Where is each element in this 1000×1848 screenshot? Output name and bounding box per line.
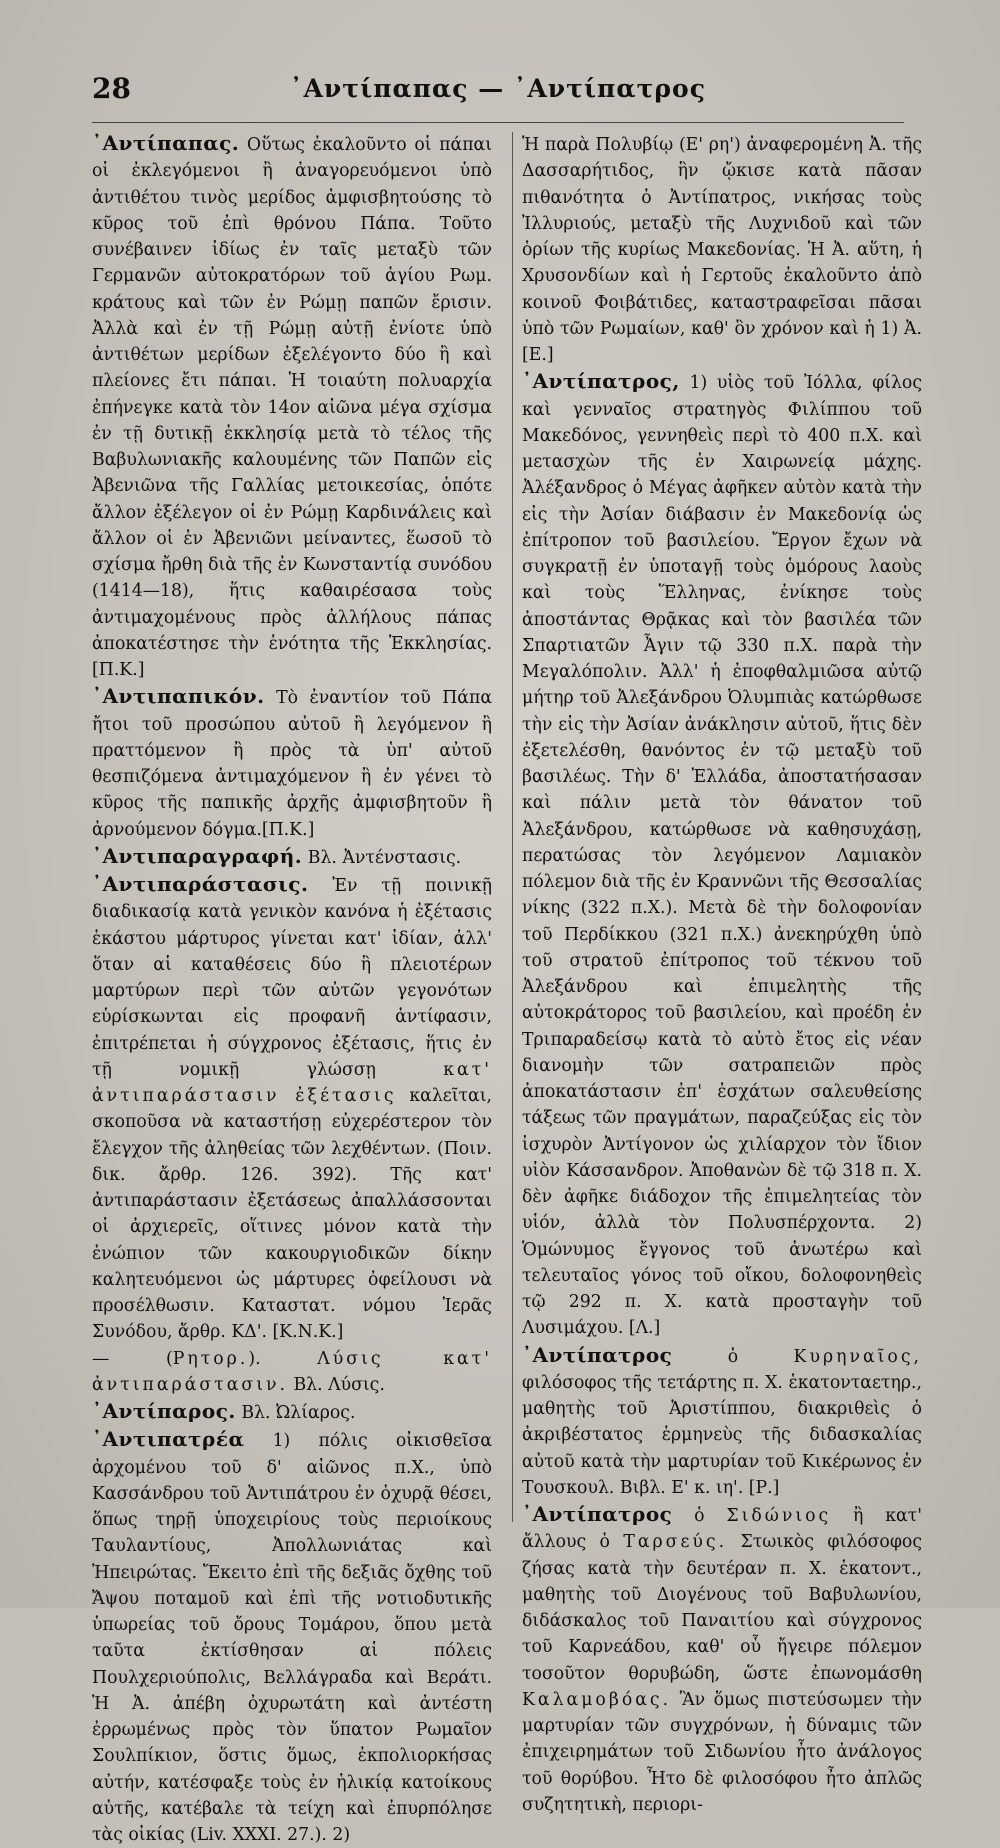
entry-antiparastasis	[92, 871, 492, 1346]
right-column	[522, 130, 922, 1815]
entry-text: 1) υἱὸς τοῦ Ἰόλλα, φίλος καὶ γενναῖος στρατηγὸς Φιλίππου τοῦ Μακεδόνος, γεννηθεὶς περὶ τὸ 400 π.Χ. καὶ μετασχὼν τῆς ἐν Χαιρωνείᾳ μάχης. Ἀλέξανδρος ὁ Μέγας ἀφῆκεν αὐτὸν κατὰ τὴν εἰς τὴν Ἀσίαν διάβασιν ἐν Μακεδονίᾳ ὡς ἐπίτροπον τοῦ βασιλείου. Ἔργον ἔχων νὰ συγκρατῇ ἐν ὑποταγῇ τοὺς ὁμόρους λαοὺς καὶ τοὺς Ἕλληνας, ἐνίκησε τοὺς ἀποστάντας Θρᾷκας καὶ τὸν βασιλέα τῶν Σπαρτιατῶν Ἆγιν τῷ 330 π.Χ. παρὰ τὴν Μεγαλόπολιν. Ἀλλ' ἡ ἐποφθαλμιῶσα αὐτῷ μήτηρ τοῦ Ἀλεξάνδρου Ὀλυμπιὰς κατώρθωσε τὴν εἰς τὴν Ἀσίαν ἀνάκλησιν αὐτοῦ, ἥτις δὲν ἐξετελέσθη, θανόντος ἐν τῷ μεταξὺ τοῦ βασιλέως. Τὴν δ' Ἑλλάδα, ἀποστατήσασαν καὶ πάλιν μετὰ τὸν θάνατον τοῦ Ἀλεξάνδρου, κατώρθωσε νὰ καθησυχάσῃ, περατώσας τὸν λεγόμενον Λαμιακὸν πόλεμον διὰ τῆς ἐν Κραννῶνι τῆς Θεσσαλίας νίκης (322 π.Χ.). Μετὰ δὲ τὴν δολοφονίαν τοῦ Περδίκκου (321 π.Χ.) ἀνεκηρύχθη ὑπὸ τοῦ στρατοῦ ἐπίτροπος τοῦ τέκνου τοῦ Ἀλεξάνδρου καὶ ἐπιμελητὴς τῆς αὐτοκράτορος τοῦ βασιλείου, καὶ προέδη ἐν Τριπαραδείσῳ κατὰ τὸ αὐτὸ ἔτος εἰς νέαν διανομὴν τῶν σατραπειῶν πρὸς ἀποκατάστασιν ἐπ' ἐσχάτων σαλευθείσης τάξεως τῶν πραγμάτων, παραζεύξας εἰς τὸν ἰσχυρὸν Ἀντίγονον ὡς χιλίαρχον τὸν ἴδιον υἱὸν Κάσσανδρον. Ἀποθανὼν δὲ τῷ 318 π. Χ. δὲν ἀφῆκε διάδοχον τῆς ἐπιμελητείας τὸν υἱόν, ἀλλὰ τὸν Πολυσπέρχοντα. 2) Ὁμώνυμος ἔγγονος τοῦ ἀνωτέρω καὶ τελευταῖος γόνος τοῦ οἴκου, δολοφονηθεὶς τῷ 292 π. Χ. κατὰ προσταγὴν τοῦ Λυσιμάχου. [Λ.]	[522, 373, 922, 1339]
entry-text: ).	[248, 1348, 261, 1369]
entry-headword: ᾿Αντιπαπικόν.	[92, 684, 265, 709]
entry-antipapikon	[92, 683, 492, 843]
two-column-body	[92, 130, 922, 1845]
entry-spaced-text: Κυρηναῖος,	[793, 1346, 922, 1367]
entry-antipapas	[92, 130, 492, 683]
entry-headword: ᾿Αντίπαρος.	[92, 1399, 236, 1423]
entry-headword: ᾿Αντίπατρος,	[522, 369, 680, 394]
entry-text: Τὸ ἐναντίον τοῦ Πάπα ἤτοι τοῦ προσώπου αὐτοῦ ἢ λεγόμενον ἢ πραττόμενον ἢ πρὸς τὰ ὑπ' αὐτοῦ θεσπιζόμενα ἀντιμαχόμενον ἢ ἐν γένει τὸ κῦρος τῆς παπικῆς ἀρχῆς ἀμφισβητοῦν ἢ ἀρνούμενον δόγμα.[Π.Κ.]	[92, 688, 492, 840]
entry-antipatrea-continued	[522, 132, 922, 368]
entry-antiparagraphi	[92, 843, 492, 871]
entry-antipatrea	[92, 1426, 492, 1848]
entry-text: Ἂν ὅμως πιστεύσωμεν τὴν μαρτυρίαν τῶν συγχρόνων, ἡ δύναμις τῶν ἐπιχειρημάτων τοῦ Σιδωνίου ἦτο ἀνάλογος τοῦ θορύβου. Ἦτο δὲ φιλοσόφου ἦτο ἀπλῶς συζητητικὴ, περιορι-	[522, 1689, 922, 1815]
header-rule	[92, 122, 904, 123]
entry-text: φιλόσοφος τῆς τετάρτης π. Χ. ἑκατονταετηρ., μαθητὴς τοῦ Ἀριστίππου, διακριθεὶς ὁ ἀκριβέστατος ἑρμηνεὺς τῆς διδασκαλίας αὐτοῦ κατὰ τὴν μαρτυρίαν τοῦ Κικέρωνος ἐν Τουσκουλ. Βιβλ. Ε' κ. ιη'. [Ρ.]	[522, 1372, 922, 1498]
entry-antipatros-sidonios	[522, 1501, 922, 1818]
entry-text: καλεῖται, σκοποῦσα νὰ καταστήσῃ εὐχερέστερον τὸν ἔλεγχον τῆς ἀληθείας τῶν λεχθέντων. (Ποιν. δικ. ἄρθρ. 126. 392). Τῆς κατ' ἀντιπαράστασιν ἐξετάσεως ἀπαλλάσσονται οἱ ἀρχιερεῖς, οἵτινες μόνον κατὰ τὴν ἐνώπιον τῶν κακουργιοδικῶν δίκην καλητευόμενοι ὡς μάρτυρες ὀφείλουσι νὰ προσέλθωσιν. Καταστατ. νόμου Ἱερᾶς Συνόδου, ἄρθρ. ΚΔ'. [Κ.Ν.Κ.]	[92, 1086, 492, 1343]
entry-spaced-text: κατ' ἀντιπαράστασιν ἐξέτασις	[92, 1059, 492, 1106]
entry-text: ὁ	[727, 1346, 739, 1367]
entry-text: Ἐν τῇ ποινικῇ διαδικασίᾳ κατὰ γενικὸν κανόνα ἡ ἐξέτασις ἑκάστου μάρτυρος γίνεται κατ' ἰδίαν, ἀλλ' ὅταν αἱ καταθέσεις δύο ἢ πλειοτέρων μαρτύρων περὶ τῶν αὐτῶν γεγονότων εὑρίσκωνται εἰς προφανῆ ἀντίφασιν, ἐπιτρέπεται ἡ σύγχρονος ἐξέτασις, ἥτις ἐν τῇ νομικῇ γλώσσῃ	[92, 876, 492, 1080]
entry-spaced-text: Ρητορ.	[172, 1348, 249, 1369]
entry-text: ὁ	[694, 1506, 705, 1526]
entry-text: Ἡ παρὰ Πολυβίῳ (Ε' ρη') ἀναφερομένη Ἀ. τῆς Δασσαρήτιδος, ἣν ᾤκισε κατὰ πᾶσαν πιθανότητα ὁ Ἀντίπατρος, νικήσας τοὺς Ἰλλυριούς, μεταξὺ τῆς Λυχνιδοῦ καὶ τῶν ὁρίων τῆς κυρίως Μακεδονίας. Ἡ Ἀ. αὕτη, ἡ Χρυσονδίων καὶ ἡ Γερτοῦς ἐκαλοῦντο ἀπὸ κοινοῦ Φοιβάτιδες, καταστραφεῖσαι πᾶσαι ὑπὸ τῶν Ρωμαίων, καθ' ὃν χρόνον καὶ ἡ 1) Ἀ. [Ε.]	[522, 135, 922, 365]
entry-text: Βλ. Λύσις.	[293, 1374, 385, 1395]
left-column	[92, 130, 492, 1845]
entry-headword: ᾿Αντιπαράστασις.	[92, 872, 309, 896]
entry-text: Στωικὸς φιλόσοφος ζήσας κατὰ τὴν δευτέραν π. Χ. ἑκατοντ., μαθητὴς τοῦ Διογένους τοῦ Βαβυλωνίου, διδάσκαλος τοῦ Παναιτίου καὶ σύγχρονος τοῦ Καρνεάδου, καθ' οὗ ἤγειρε πόλεμον τοσοῦτον θορυβώδη, ὥστε ἐπωνομάσθη	[522, 1532, 922, 1684]
entry-antiparos	[92, 1398, 492, 1426]
entry-spaced-text: Σιδώνιος	[726, 1506, 832, 1526]
entry-text: Βλ. Ἀντένστασις.	[307, 847, 462, 868]
entry-spaced-text: Καλαμοβόας.	[522, 1689, 672, 1710]
entry-text: Οὕτως ἐκαλοῦντο οἱ πάπαι οἱ ἐκλεγόμενοι ἢ ἀναγορευόμενοι ὑπὸ ἀντιθέτου τινὸς μερίδος ἀμφισβητούσης τὸ κῦρος τοῦ ἐπὶ θρόνου Πάπα. Τοῦτο συνέβαινεν ἰδίως ἐν ταῖς μεταξὺ τῶν Γερμανῶν αὐτοκρατόρων τοῦ ἁγίου Ρωμ. κράτους καὶ τῶν ἐν Ρώμῃ παπῶν ἔρισιν. Ἀλλὰ καὶ ἐν τῇ Ρώμῃ αὐτῇ ἐνίοτε ὑπὸ ἀντιθέτων μερίδων ἐξελέγοντο δύο ἢ καὶ πλείονες ἔτι πάπαι. Ἡ τοιαύτη πολυαρχία ἐπήνεγκε κατὰ τὸν 14ον αἰῶνα μέγα σχίσμα ἐν τῇ δυτικῇ ἐκκλησίᾳ μετὰ τὸ τέλος τῆς Βαβυλωνιακῆς καλουμένης τῶν Παπῶν εἰς Ἀβενιῶνα τῆς Γαλλίας μετοικεσίας, ὁπότε ἄλλον ἐξέλεγον οἱ ἐν Ρώμῃ Καρδινάλεις καὶ ἄλλον οἱ ἐν Ἀβενιῶνι μείναντες, ἕωσοῦ τὸ σχίσμα ἤρθη διὰ τῆς ἐν Κωνσταντίᾳ συνόδου (1414—18), ἥτις καθαιρέσασα τοὺς ἀντιμαχομένους πρὸς ἀλλήλους πάπας ἀποκατέστησε τὴν ἑνότητα τῆς Ἐκκλησίας. [Π.Κ.]	[92, 135, 492, 680]
entry-text: ἢ κατ' ἄλλους ὁ	[522, 1506, 922, 1553]
entry-antipatros-1	[522, 368, 922, 1341]
entry-spaced-text: Λύσις κατ' ἀντιπαράστασιν.	[92, 1348, 492, 1395]
entry-headword: ᾿Αντίπαπας.	[92, 131, 240, 155]
entry-text: Βλ. Ὠλίαρος.	[241, 1403, 356, 1423]
entry-headword: ᾿Αντιπατρέα	[92, 1427, 245, 1452]
entry-headword: ᾿Αντιπαραγραφή.	[92, 843, 303, 868]
entry-spaced-text: Ταρσεύς.	[623, 1532, 728, 1553]
entry-rhetoric-subentry	[92, 1346, 492, 1399]
page-header	[92, 72, 904, 112]
entry-headword: ᾿Αντίπατρος	[522, 1342, 673, 1367]
page-number: 28	[92, 72, 131, 105]
entry-text: — (	[92, 1348, 173, 1369]
entry-headword: ᾿Αντίπατρος	[522, 1502, 673, 1526]
running-head: ᾿Αντίπαπας — ᾿Αντίπατρος	[290, 74, 706, 103]
entry-antipatros-kyrenaios	[522, 1342, 922, 1502]
entry-text: 1) πόλις οἰκισθεῖσα ἀρχομένου τοῦ δ' αἰῶνος π.Χ., ὑπὸ Κασσάνδρου τοῦ Ἀντιπάτρου ἐν ὀχυρᾷ θέσει, ὅπως τηρῇ ὑποχειρίους τοὺς περιοίκους Ταυλαντίους, Ἀπολλωνιάτας καὶ Ἠπειρώτας. Ἔκειτο ἐπὶ τῆς δεξιᾶς ὄχθης τοῦ Ἄψου ποταμοῦ καὶ ἐπὶ τῆς νοτιοδυτικῆς ὑπωρείας τοῦ ὄρους Τομάρου, ὅπου μετὰ ταῦτα ἐκτίσθησαν αἱ πόλεις Πουλχεριούπολις, Βελλάγραδα καὶ Βεράτι. Ἡ Ἀ. ἀπέβη ὀχυρωτάτη καὶ ἀντέστη ἐρρωμένως πρὸς τὸν ὕπατον Ρωμαῖον Σουλπίκιον, ὅστις ὅμως, ἐκπολιορκήσας αὐτήν, κατέσφαξε τοὺς ἐν ἡλικίᾳ κατοίκους αὐτῆς, κατέβαλε τὰ τείχη καὶ ἐπυρπόλησε τὰς οἰκίας (Liv. XXXI. 27.). 2)	[92, 1431, 492, 1845]
